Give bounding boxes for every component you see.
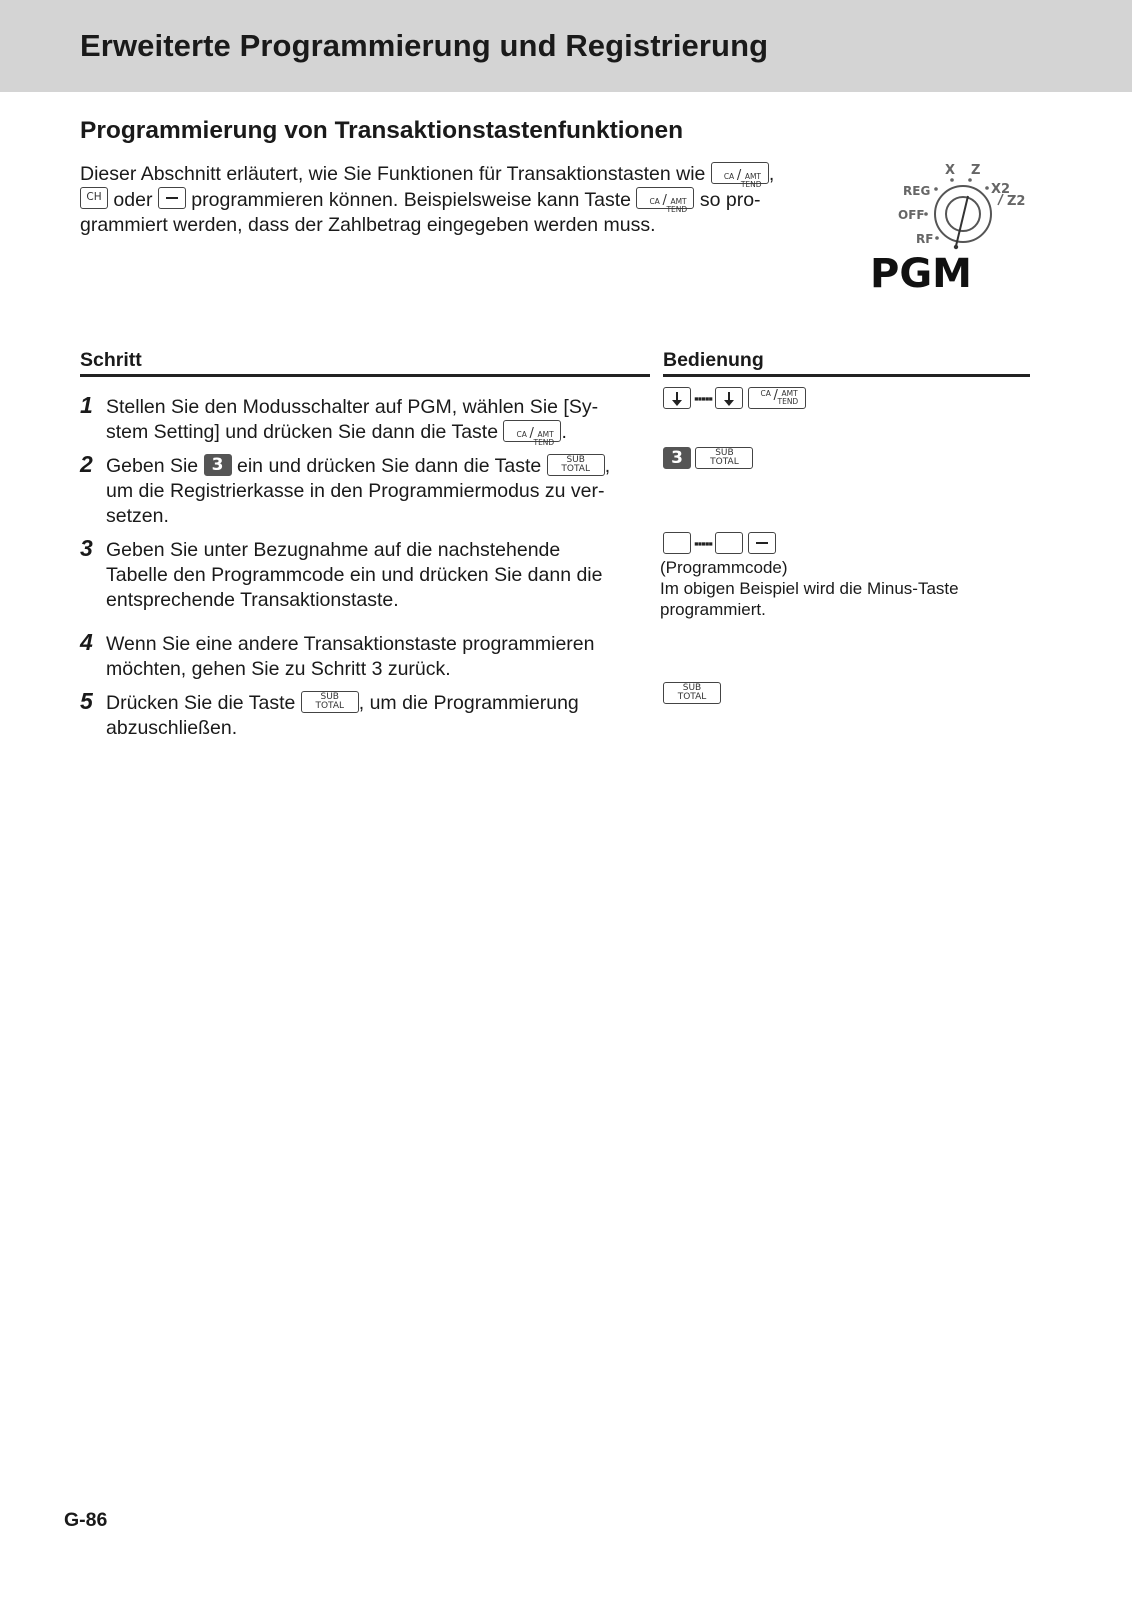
- digit-3-key-icon: 3: [204, 454, 232, 476]
- arrow-down-key-icon: [663, 387, 691, 409]
- arrow-down-key-icon: [715, 387, 743, 409]
- step-number: 4: [80, 629, 93, 655]
- step-text: Drücken Sie die Taste SUB TOTAL , um die Programmierung abzuschließen.: [106, 691, 579, 739]
- dial-mode-label: PGM: [870, 251, 972, 297]
- dial-x-label: X: [945, 163, 956, 178]
- blank-key-icon: [663, 532, 691, 554]
- subtotal-key-icon: SUB TOTAL: [301, 691, 359, 713]
- step-number: 5: [80, 688, 93, 714]
- mode-dial-icon: [870, 158, 1040, 298]
- operation-note: programmiert.: [660, 600, 766, 619]
- step-text: Wenn Sie eine andere Transaktionstaste programmieren möchten, gehen Sie zu Schritt 3 zurück.: [106, 633, 595, 680]
- step-text: Geben Sie 3 ein und drücken Sie dann die Taste SUB TOTAL , um die Registrierkasse in den Programmiermodus zu ver- setzen.: [106, 454, 611, 527]
- column-rule-step: [80, 374, 650, 377]
- operation-step-3: [663, 536, 776, 554]
- program-code-label: (Programmcode): [660, 558, 788, 577]
- step-number: 2: [80, 451, 93, 477]
- dial-z-label: Z: [971, 163, 981, 178]
- step-number: 1: [80, 392, 93, 418]
- intro-text: programmieren können. Beispielsweise kann Taste: [191, 188, 632, 211]
- column-header-operation: Bedienung: [663, 349, 764, 371]
- blank-key-icon: [715, 532, 743, 554]
- step-number: 3: [80, 535, 93, 561]
- subtotal-key-icon: SUB TOTAL: [547, 454, 605, 476]
- digit-3-key-icon: 3: [663, 447, 691, 469]
- column-header-step: Schritt: [80, 349, 142, 371]
- operation-note: Im obigen Beispiel wird die Minus-Taste: [660, 579, 959, 598]
- intro-text: Dieser Abschnitt erläutert, wie Sie Funktionen für Transaktionstasten wie: [80, 163, 706, 185]
- intro-text: so pro-: [699, 188, 761, 211]
- operation-step-2: [663, 448, 753, 469]
- intro-paragraph: Dieser Abschnitt erläutert, wie Sie Funktionen für Transaktionstasten wie CA / AMT TEND , CH oder programmieren können. Beispielsweise kann Taste CA / AMT TEND so pro- grammiert werden, dass der Zahlbetrag eingegeben werden muss.: [80, 163, 775, 236]
- subtotal-key-icon: SUB TOTAL: [695, 447, 753, 469]
- subtotal-key-icon: SUB TOTAL: [663, 682, 721, 704]
- section-title: Programmierung von Transaktionstastenfunktionen: [80, 117, 684, 144]
- dial-reg-label: REG: [903, 184, 931, 198]
- intro-text: grammiert werden, dass der Zahlbetrag eingegeben werden muss.: [80, 214, 656, 236]
- operation-step-5: [663, 683, 721, 704]
- dial-rf-label: RF: [916, 232, 934, 246]
- page-number: G-86: [64, 1509, 108, 1531]
- intro-text: oder: [113, 188, 153, 211]
- operation-step-1: [663, 388, 806, 409]
- ca-amt-tend-key-icon: CA / AMT TEND: [636, 187, 694, 209]
- minus-key-icon: [748, 532, 776, 554]
- ca-amt-tend-key-icon: CA / AMT TEND: [711, 162, 769, 184]
- column-rule-operation: [663, 374, 1030, 377]
- dial-z2-label: Z2: [1007, 194, 1026, 209]
- dial-off-label: OFF: [898, 208, 925, 222]
- repeat-dots: ▪▪▪▪▪: [694, 535, 713, 551]
- page-title: Erweiterte Programmierung und Registrierung: [80, 28, 769, 63]
- ca-amt-tend-key-icon: CA / AMT TEND: [503, 420, 561, 442]
- step-text: Stellen Sie den Modusschalter auf PGM, wählen Sie [Sy- stem Setting] und drücken Sie dann die Taste CA / AMT TEND .: [106, 396, 599, 447]
- ch-key-icon: CH: [80, 187, 108, 209]
- dial-x2-label: X2: [991, 182, 1011, 197]
- repeat-dots: ▪▪▪▪▪: [694, 390, 713, 406]
- minus-key-icon: [158, 187, 186, 209]
- step-text: Geben Sie unter Bezugnahme auf die nachstehende Tabelle den Programmcode ein und drücken Sie dann die entsprechende Transaktionstaste.: [106, 539, 603, 611]
- ca-amt-tend-key-icon: CA / AMT TEND: [748, 387, 806, 409]
